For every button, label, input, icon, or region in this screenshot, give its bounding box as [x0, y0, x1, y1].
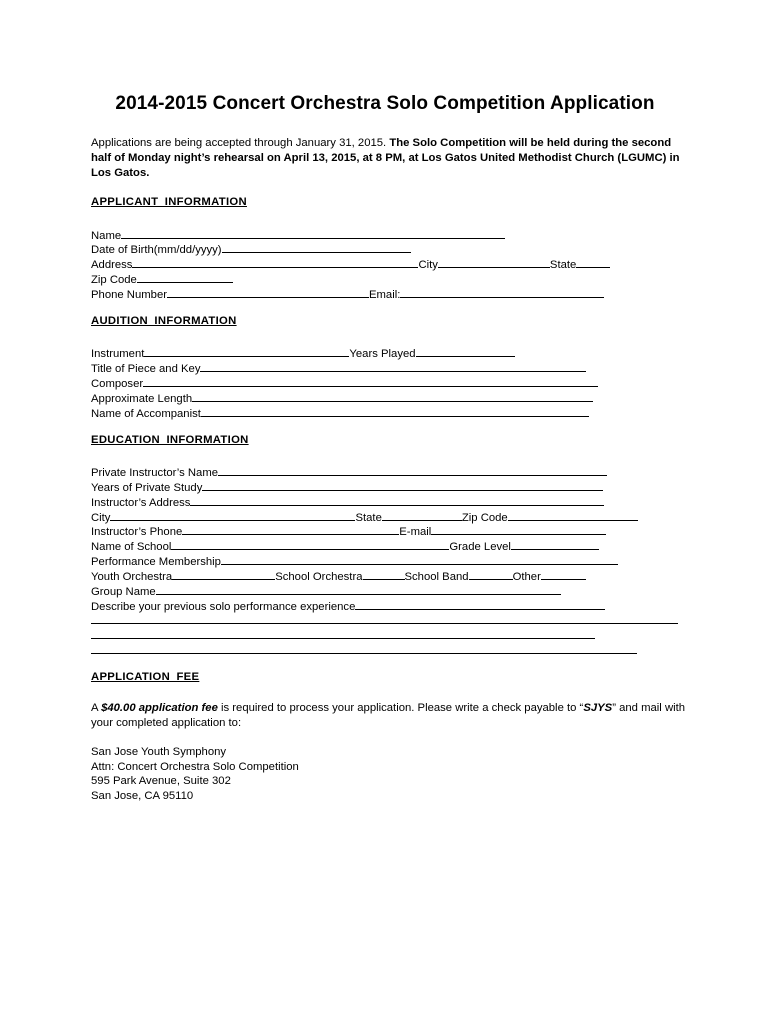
instrument-row	[91, 344, 515, 359]
dob-label: Date of Birth(mm/dd/yyyy)	[91, 244, 222, 256]
intro-plain-text: Applications are being accepted through January 31, 2015.	[91, 137, 387, 149]
instructor-state-label: State	[355, 512, 382, 524]
fee-section-heading: APPLICATION FEE	[91, 671, 200, 683]
instrument-label: Instrument	[91, 348, 145, 360]
experience-line-2[interactable]	[91, 638, 595, 639]
instructor-city-field[interactable]	[110, 508, 355, 521]
fee-payee: SJYS	[583, 702, 613, 714]
instructor-zip-label: Zip Code	[461, 512, 508, 524]
group-name-label: Group Name	[91, 586, 156, 598]
instructor-phone-field[interactable]	[182, 522, 399, 535]
address-row	[91, 255, 610, 270]
instructor-address-field[interactable]	[190, 493, 604, 506]
instructor-name-field[interactable]	[218, 463, 607, 476]
years-played-label: Years Played	[349, 348, 416, 360]
name-row	[91, 226, 505, 241]
youth-orchestra-field[interactable]	[172, 567, 275, 580]
applicant-section-heading: APPLICANT INFORMATION	[91, 196, 247, 208]
address-label: Address	[91, 259, 133, 271]
state-field[interactable]	[576, 255, 610, 268]
school-field[interactable]	[171, 537, 449, 550]
school-orchestra-label: School Orchestra	[275, 571, 363, 583]
mailing-address	[91, 745, 299, 803]
years-played-field[interactable]	[416, 344, 515, 357]
other-field[interactable]	[541, 567, 586, 580]
fee-text-b: is required to process your application. Please write a check payable to “	[217, 702, 584, 714]
group-name-field[interactable]	[156, 582, 561, 595]
title-key-field[interactable]	[200, 359, 586, 372]
membership-row	[91, 552, 618, 567]
zip-field[interactable]	[137, 270, 233, 283]
state-label: State	[549, 259, 577, 271]
years-study-row	[91, 478, 603, 493]
mailing-line-3: 595 Park Avenue, Suite 302	[91, 775, 231, 787]
mailing-line-4: San Jose, CA 95110	[91, 789, 194, 802]
phone-email-row	[91, 285, 604, 300]
experience-line-3[interactable]	[91, 653, 637, 654]
instructor-city-label: City	[91, 512, 111, 524]
grade-field[interactable]	[511, 537, 599, 550]
education-section-heading: EDUCATION INFORMATION	[91, 434, 249, 446]
school-orchestra-field[interactable]	[363, 567, 405, 580]
other-label: Other	[512, 571, 541, 583]
group-name-row	[91, 582, 561, 597]
zip-label: Zip Code	[91, 274, 137, 286]
composer-row	[91, 374, 598, 389]
school-band-label: School Band	[404, 571, 469, 583]
membership-field[interactable]	[221, 552, 618, 565]
instructor-city-row	[91, 508, 638, 523]
school-label: Name of School	[91, 541, 172, 553]
intro-paragraph	[91, 136, 691, 181]
instructor-email-field[interactable]	[431, 522, 606, 535]
length-row	[91, 389, 593, 404]
email-label: Email:	[368, 289, 401, 301]
years-study-label: Years of Private Study	[91, 482, 203, 494]
instructor-name-label: Private Instructor’s Name	[91, 467, 219, 479]
name-field[interactable]	[121, 226, 505, 239]
mailing-line-1: San Jose Youth Symphony	[91, 746, 227, 758]
experience-label: Describe your previous solo performance experience	[91, 601, 356, 613]
experience-row	[91, 597, 605, 612]
instructor-state-field[interactable]	[382, 508, 462, 521]
accompanist-label: Name of Accompanist	[91, 408, 201, 420]
instructor-phone-label: Instructor’s Phone	[91, 526, 183, 538]
audition-section-heading: AUDITION INFORMATION	[91, 315, 237, 327]
instructor-name-row	[91, 463, 607, 478]
mailing-line-2: Attn: Concert Orchestra Solo Competition	[91, 760, 299, 773]
composer-label: Composer	[91, 378, 144, 390]
fee-text-c: ” and mail with your completed application to:	[91, 702, 686, 729]
fee-paragraph	[91, 701, 691, 731]
years-study-field[interactable]	[202, 478, 603, 491]
email-field[interactable]	[400, 285, 604, 298]
groups-row	[91, 567, 586, 582]
accompanist-row	[91, 404, 589, 419]
length-field[interactable]	[192, 389, 593, 402]
school-band-field[interactable]	[469, 567, 513, 580]
phone-label: Phone Number	[91, 289, 167, 301]
instrument-field[interactable]	[144, 344, 349, 357]
city-label: City	[418, 259, 438, 271]
instructor-phone-row	[91, 522, 606, 537]
page-title: 2014-2015 Concert Orchestra Solo Competition Application	[115, 93, 655, 114]
grade-label: Grade Level	[449, 541, 511, 553]
dob-field[interactable]	[222, 240, 411, 253]
youth-orchestra-label: Youth Orchestra	[91, 571, 173, 583]
fee-text-a: A	[91, 702, 102, 714]
instructor-address-label: Instructor’s Address	[91, 497, 191, 509]
address-field[interactable]	[132, 255, 418, 268]
title-key-row	[91, 359, 586, 374]
fee-amount: $40.00 application fee	[101, 702, 218, 714]
accompanist-field[interactable]	[201, 404, 589, 417]
phone-field[interactable]	[167, 285, 369, 298]
city-field[interactable]	[438, 255, 550, 268]
title-key-label: Title of Piece and Key	[91, 363, 201, 375]
zip-row	[91, 270, 233, 285]
school-row	[91, 537, 599, 552]
instructor-address-row	[91, 493, 604, 508]
experience-line-1[interactable]	[91, 623, 678, 624]
experience-field[interactable]	[355, 597, 605, 610]
length-label: Approximate Length	[91, 393, 193, 405]
instructor-email-label: E-mail	[399, 526, 432, 538]
membership-label: Performance Membership	[91, 556, 221, 568]
name-label: Name	[91, 230, 122, 242]
dob-row	[91, 240, 411, 255]
composer-field[interactable]	[143, 374, 598, 387]
intro-bold-text: The Solo Competition will be held during the second half of Monday night’s rehearsal on April 13, 2015, at 8 PM, at Los Gatos United Methodist Church (LGUMC) in Los Gatos.	[91, 137, 680, 179]
instructor-zip-field[interactable]	[508, 508, 638, 521]
